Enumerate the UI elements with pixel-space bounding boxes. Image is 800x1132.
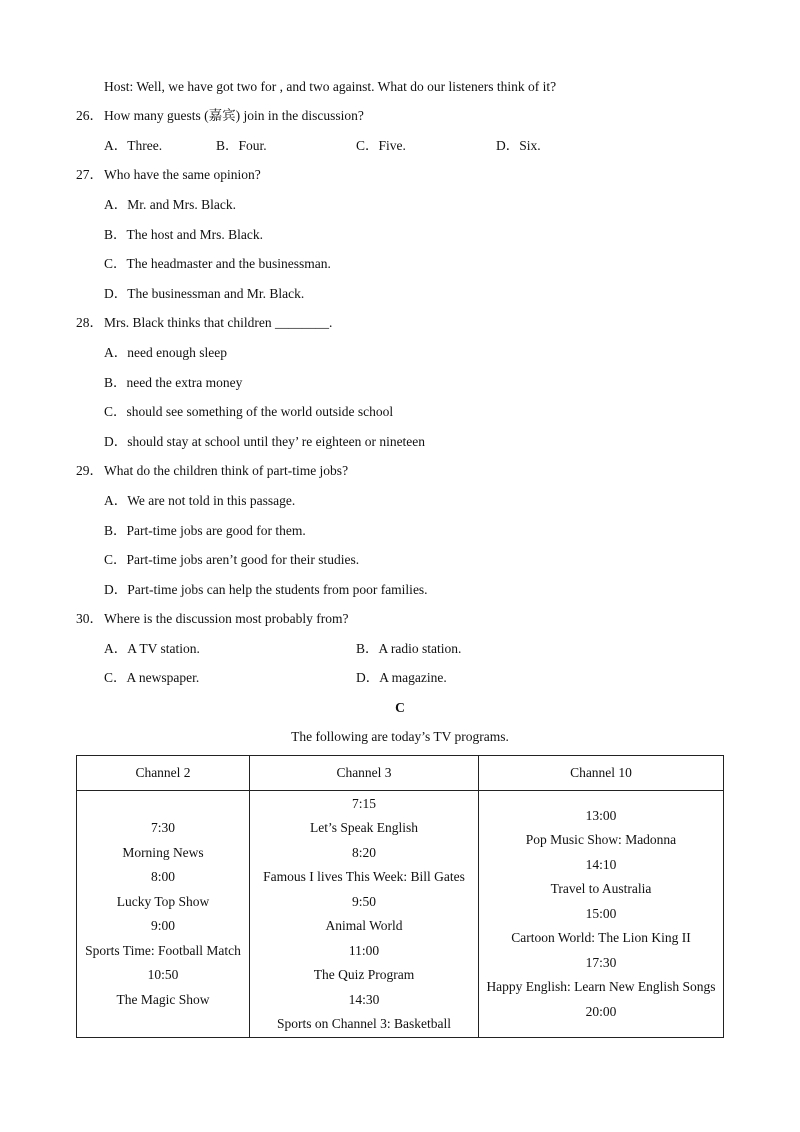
section-letter: C bbox=[395, 700, 405, 715]
program-title: Happy English: Learn New English Songs bbox=[486, 979, 716, 995]
program-title: Sports on Channel 3: Basketball bbox=[277, 1016, 451, 1031]
option-c: C．A newspaper. bbox=[104, 670, 200, 685]
question-text: Where is the discussion most probably from? bbox=[104, 611, 349, 626]
host-line: Host: Well, we have got two for , and two against. What do our listeners think of it? bbox=[104, 79, 557, 94]
table-header-row bbox=[77, 756, 724, 791]
option-a: A．A TV station. bbox=[104, 641, 200, 656]
option-c: C．Part-time jobs aren’t good for their studies. bbox=[104, 552, 360, 567]
question-text: Who have the same opinion? bbox=[104, 167, 261, 182]
option-d: D．Six. bbox=[496, 138, 541, 153]
table-row bbox=[77, 791, 724, 1038]
program-title: Travel to Australia bbox=[550, 881, 652, 897]
option-d: D．The businessman and Mr. Black. bbox=[104, 286, 305, 301]
option-d: D．should stay at school until they’ re eighteen or nineteen bbox=[104, 434, 426, 449]
question-number: 29． bbox=[76, 463, 103, 478]
option-b: B．Four. bbox=[216, 138, 267, 153]
program-title: Famous I lives This Week: Bill Gates bbox=[263, 869, 465, 884]
header-channel-2: Channel 2 bbox=[77, 756, 250, 791]
program-time: 8:00 bbox=[150, 869, 175, 884]
program-title: Cartoon World: The Lion King II bbox=[511, 930, 691, 946]
question-number: 28． bbox=[76, 315, 103, 330]
program-time: 10:50 bbox=[147, 967, 179, 982]
option-d: D．Part-time jobs can help the students from poor families. bbox=[104, 582, 428, 597]
program-time: 9:00 bbox=[150, 918, 175, 933]
option-b: B．A radio station. bbox=[356, 641, 462, 656]
program-time: 7:15 bbox=[351, 795, 376, 811]
header-channel-10: Channel 10 bbox=[479, 756, 724, 791]
option-a: A．Three. bbox=[104, 138, 163, 153]
program-time: 8:20 bbox=[351, 844, 376, 860]
program-title: Morning News bbox=[122, 844, 204, 860]
option-c: C．should see something of the world outside school bbox=[104, 404, 394, 419]
section-intro: The following are today’s TV programs. bbox=[291, 729, 509, 744]
channel-10-cell bbox=[479, 791, 724, 1038]
question-number: 27． bbox=[76, 167, 103, 182]
program-time: 14:30 bbox=[348, 991, 380, 1007]
tv-programs-table bbox=[76, 755, 724, 1038]
header-channel-3: Channel 3 bbox=[250, 756, 479, 791]
option-d: D．A magazine. bbox=[356, 670, 447, 685]
program-title: Sports Time: Football Match bbox=[85, 942, 241, 958]
program-title: The Quiz Program bbox=[313, 967, 415, 982]
option-a: A．Mr. and Mrs. Black. bbox=[104, 197, 236, 212]
program-time: 17:30 bbox=[585, 954, 617, 970]
question-text: What do the children think of part-time jobs? bbox=[104, 463, 349, 478]
program-time: 11:00 bbox=[348, 942, 380, 958]
question-text: Mrs. Black thinks that children ________. bbox=[104, 315, 333, 330]
option-b: B．need the extra money bbox=[104, 375, 243, 390]
channel-2-cell bbox=[77, 791, 250, 1038]
program-title: The Magic Show bbox=[116, 991, 210, 1007]
question-number: 30． bbox=[76, 611, 103, 626]
program-time: 20:00 bbox=[585, 1003, 617, 1019]
option-a: A．We are not told in this passage. bbox=[104, 493, 296, 508]
option-b: B．Part-time jobs are good for them. bbox=[104, 523, 306, 538]
option-c: C．Five. bbox=[356, 138, 406, 153]
option-a: A．need enough sleep bbox=[104, 345, 227, 360]
program-title: Lucky Top Show bbox=[116, 893, 210, 909]
program-title: Animal World bbox=[325, 918, 403, 933]
program-time: 15:00 bbox=[585, 905, 617, 921]
program-title: Pop Music Show: Madonna bbox=[525, 832, 677, 848]
question-number: 26． bbox=[76, 108, 103, 123]
question-text: How many guests (嘉宾) join in the discussion? bbox=[104, 108, 364, 123]
channel-3-cell bbox=[250, 791, 479, 1038]
program-time: 7:30 bbox=[150, 820, 175, 835]
program-time: 14:10 bbox=[585, 856, 617, 872]
option-b: B．The host and Mrs. Black. bbox=[104, 227, 263, 242]
option-c: C．The headmaster and the businessman. bbox=[104, 256, 331, 271]
program-title: Let’s Speak English bbox=[310, 820, 418, 835]
program-time: 13:00 bbox=[585, 807, 617, 823]
program-time: 9:50 bbox=[351, 893, 376, 909]
